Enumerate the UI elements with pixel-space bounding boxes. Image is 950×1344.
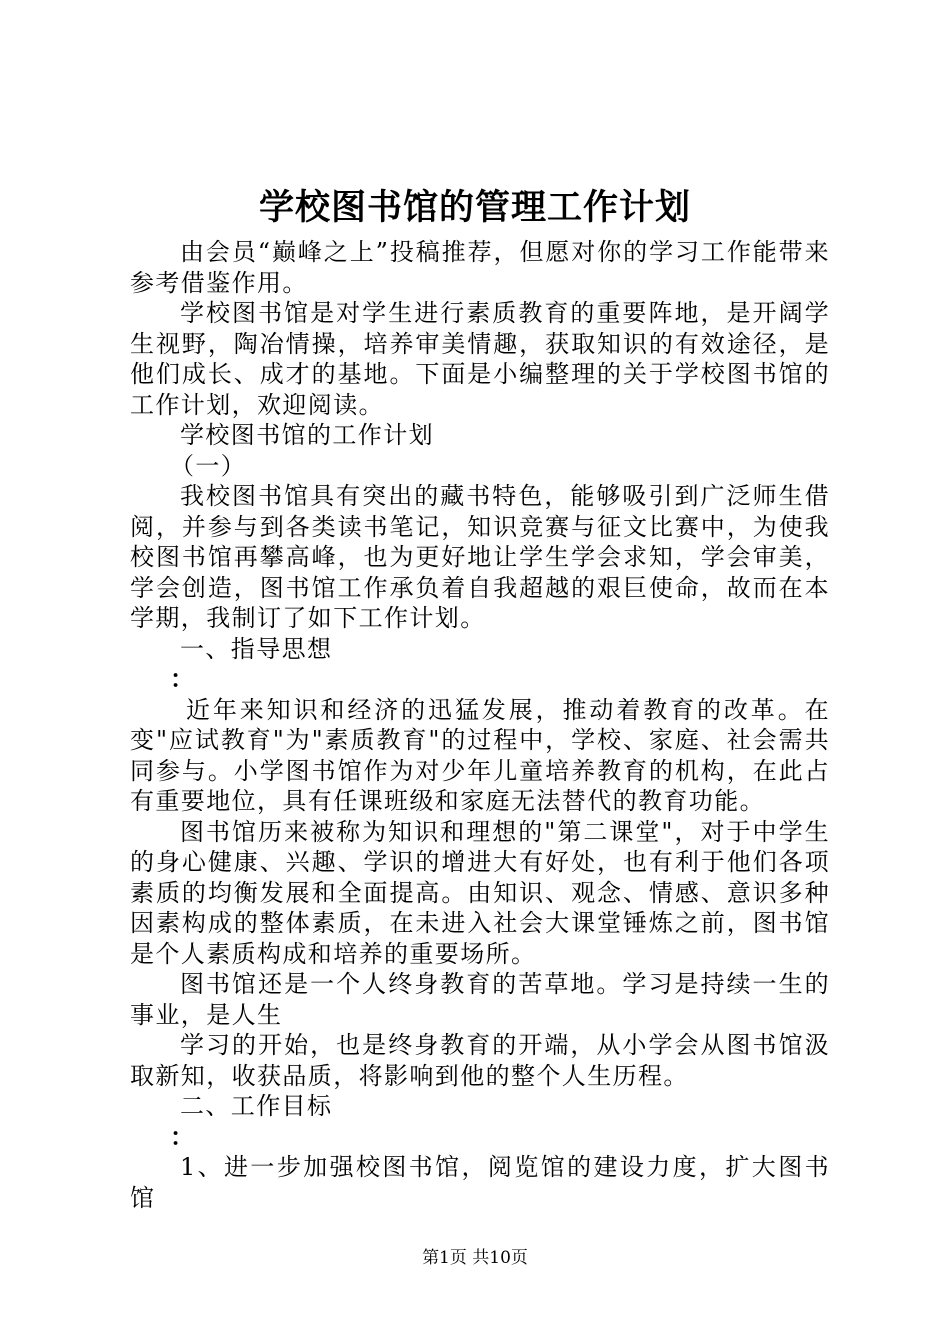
paragraph-education-reform: 近年来知识和经济的迅猛发展，推动着教育的改革。在变"应试教育"为"素质教育"的过程中，学校、家庭、社会需共同参与。小学图书馆作为对少年儿童培养教育的机构，在此占有重要地位，具有任课班级和家庭无法替代的教育功能。 <box>130 695 830 815</box>
section-number: （一） <box>170 451 247 480</box>
page-footer: 第1页 共10页 <box>422 1248 528 1268</box>
document-body <box>130 237 830 1213</box>
colon-marker: ： <box>170 664 196 693</box>
paragraph-second-classroom: 图书馆历来被称为知识和理想的"第二课堂"，对于中学生的身心健康、兴趣、学识的增进大有好处，也有利于他们各项素质的均衡发展和全面提高。由知识、观念、情感、意识多种因素构成的整体素质，在未进入社会大课堂锤炼之前，图书馆是个人素质构成和培养的重要场所。 <box>130 817 830 968</box>
section-heading-plan: 学校图书馆的工作计划 <box>180 421 434 449</box>
heading-guiding-ideology: 一、指导思想 <box>180 634 333 663</box>
paragraph-library-features: 我校图书馆具有突出的藏书特色，能够吸引到广泛师生借阅，并参与到各类读书笔记，知识竞赛与征文比赛中，为使我校图书馆再攀高峰，也为更好地让学生学会求知，学会审美，学会创造，图书馆工作承负着自我超越的艰巨使命，故而在本学期，我制订了如下工作计划。 <box>130 482 830 632</box>
heading-work-goals: 二、工作目标 <box>180 1092 333 1120</box>
list-item-1: 1、进一步加强校图书馆，阅览馆的建设力度，扩大图书馆 <box>130 1153 830 1212</box>
colon-marker: ： <box>170 1121 196 1151</box>
paragraph-lifelong-education: 图书馆还是一个人终身教育的苦草地。学习是持续一生的事业，是人生 <box>130 970 830 1029</box>
paragraph-intro: 由会员“巅峰之上”投稿推荐，但愿对你的学习工作能带来参考借鉴作用。 <box>130 238 830 297</box>
paragraph-learning-start: 学习的开始，也是终身教育的开端，从小学会从图书馆汲取新知，收获品质，将影响到他的整个人生历程。 <box>130 1031 830 1090</box>
paragraph-overview: 学校图书馆是对学生进行素质教育的重要阵地，是开阔学生视野，陶冶情操，培养审美情趣，获取知识的有效途径，是他们成长、成才的基地。下面是小编整理的关于学校图书馆的工作计划，欢迎阅读。 <box>130 299 830 419</box>
document-title: 学校图书馆的管理工作计划 <box>258 187 691 228</box>
